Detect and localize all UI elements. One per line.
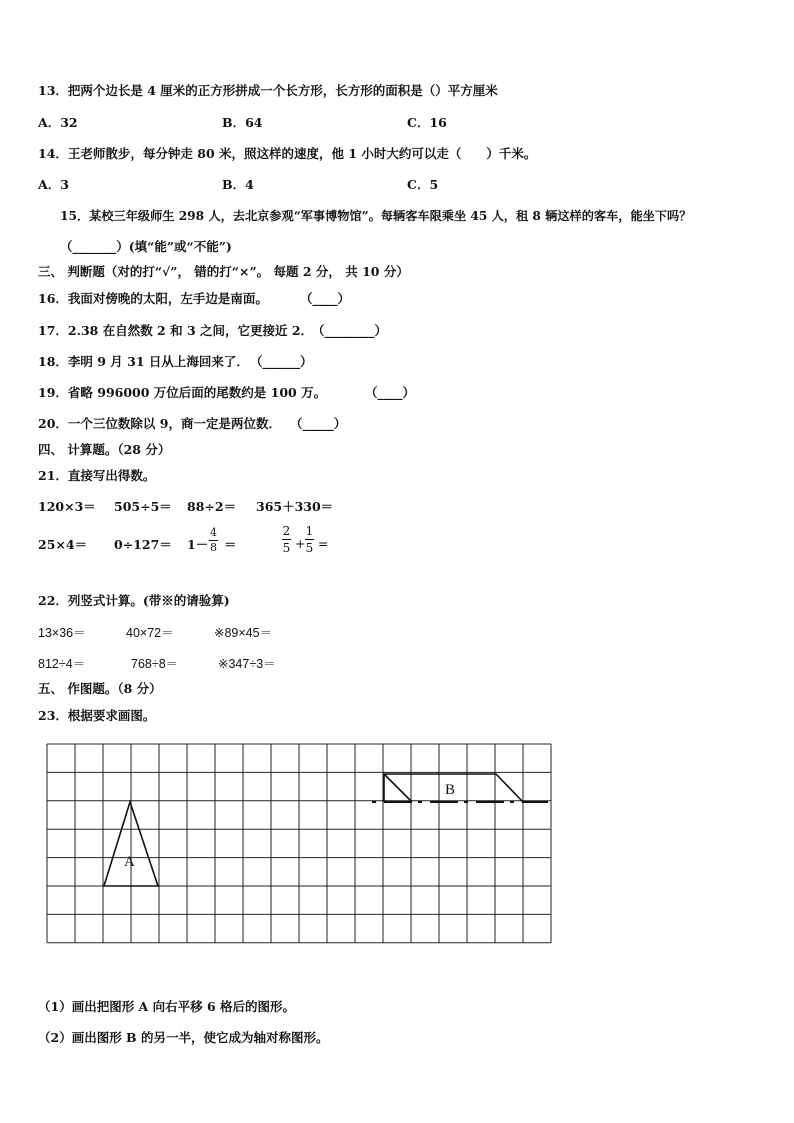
q18-text: 18．李明 9 月 31 日从上海回来了．	[38, 354, 249, 369]
q15-stem: 15．某校三年级师生 298 人，去北京参观“军事博物馆”。每辆客车限乘坐 45 人，租 8 辆这样的客车，能坐下吗？	[60, 209, 692, 223]
fraction-denominator: 8	[210, 541, 217, 554]
q21-item-8-fraction-b	[305, 524, 314, 555]
q16-blank[interactable]: （____）	[300, 291, 351, 306]
q21-item-3: 88÷2＝	[187, 499, 237, 514]
q13-option-b[interactable]: B．64	[222, 115, 263, 130]
q23-sub-2: （2）画出图形 B 的另一半，使它成为轴对称图形。	[38, 1030, 329, 1045]
q22-item-5: 768÷8＝	[131, 657, 179, 671]
section-3-title: 三、 判断题（对的打“√”， 错的打“×”。 每题 2 分， 共 10 分）	[38, 264, 409, 279]
fraction-bar	[305, 539, 314, 540]
q19-text: 19．省略 996000 万位后面的尾数约是 100 万。	[38, 385, 327, 400]
q23-stem: 23．根据要求画图。	[38, 708, 156, 723]
section-4-title: 四、 计算题。（28 分）	[38, 442, 171, 457]
q13-option-c[interactable]: C．16	[407, 115, 447, 130]
q21-stem: 21．直接写出得数。	[38, 468, 156, 483]
q21-item-6: 0÷127＝	[114, 537, 172, 552]
q21-item-8-operator: +	[295, 536, 306, 551]
q17-blank[interactable]: （________）	[312, 323, 388, 338]
fraction-numerator: 1	[305, 524, 314, 538]
shape-b-label: B	[445, 782, 456, 798]
q13-option-a[interactable]: A．32	[38, 115, 78, 130]
q21-item-5: 25×4＝	[38, 537, 88, 552]
q14-option-c[interactable]: C．5	[407, 177, 439, 192]
q14-stem: 14．王老师散步，每分钟走 80 米，照这样的速度，他 1 小时大约可以走（ ）千米。	[38, 146, 537, 161]
q22-item-1: 13×36＝	[38, 626, 86, 640]
fraction-numerator: 4	[210, 526, 217, 539]
fraction-denominator: 5	[282, 541, 291, 555]
q18-blank[interactable]: （______）	[250, 354, 313, 369]
drawing-grid[interactable]	[46, 743, 554, 947]
q21-item-7-prefix: 1－	[187, 537, 209, 552]
q21-item-7-fraction	[209, 527, 218, 554]
q20-blank[interactable]: （_____）	[290, 416, 347, 431]
q22-item-6: ※347÷3＝	[218, 657, 276, 671]
q21-item-8-fraction-a	[282, 524, 291, 555]
q14-option-a[interactable]: A．3	[38, 177, 69, 192]
q22-stem: 22．列竖式计算。(带※的请验算)	[38, 593, 230, 608]
q21-item-4: 365＋330＝	[256, 499, 334, 514]
q23-sub-1: （1）画出把图形 A 向右平移 6 格后的图形。	[38, 999, 296, 1014]
fraction-numerator: 2	[282, 524, 291, 538]
q20-text: 20．一个三位数除以 9，商一定是两位数．	[38, 416, 281, 431]
q17-text: 17．2.38 在自然数 2 和 3 之间，它更接近 2．	[38, 323, 314, 338]
shape-a-label: A	[124, 854, 135, 870]
q21-item-8-suffix: =	[318, 536, 329, 551]
fraction-denominator: 5	[305, 541, 314, 555]
q19-blank[interactable]: （____）	[365, 385, 416, 400]
q21-item-1: 120×3＝	[38, 499, 96, 514]
q22-item-2: 40×72＝	[126, 626, 174, 640]
q21-item-2: 505÷5＝	[114, 499, 172, 514]
q13-stem: 13．把两个边长是 4 厘米的正方形拼成一个长方形，长方形的面积是（）平方厘米	[38, 83, 498, 98]
q21-item-7-suffix: ＝	[224, 537, 237, 552]
fraction-bar	[282, 539, 291, 540]
q22-item-3: ※89×45＝	[214, 626, 273, 640]
section-5-title: 五、 作图题。（8 分）	[38, 681, 162, 696]
q16-text: 16．我面对傍晚的太阳，左手边是南面。	[38, 291, 268, 306]
q22-item-4: 812÷4＝	[38, 657, 86, 671]
q15-answer-line[interactable]: （_______）(填“能”或“不能”)	[60, 239, 232, 254]
q14-option-b[interactable]: B．4	[222, 177, 254, 192]
